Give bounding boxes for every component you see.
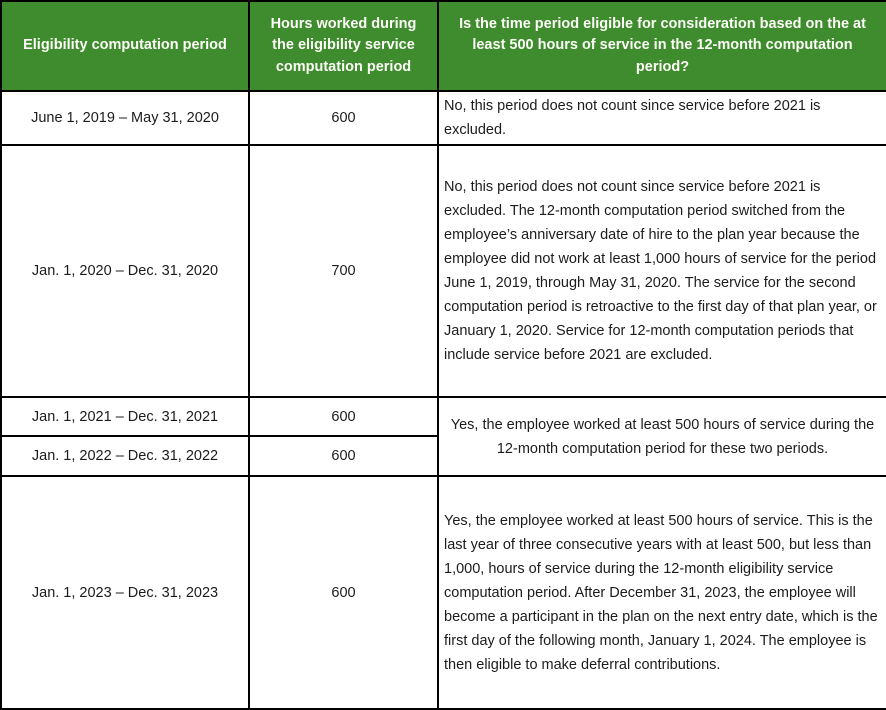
table-row	[1, 476, 886, 709]
answer-cell-2023: Yes, the employee worked at least 500 hours of service. This is the last year of three consecutive years with at least 500, but less than 1,000, hours of service during the 12-month eligibility service computation period. After December 31, 2023, the employee will become a participant in the plan on the next entry date, which is the first day of the following month, January 1, 2024. The employee is then eligible to make deferral contributions.	[438, 476, 886, 709]
table-row	[1, 145, 886, 397]
table-row	[1, 397, 886, 436]
table-header-row	[1, 1, 886, 91]
period-cell-2020: Jan. 1, 2020 – Dec. 31, 2020	[1, 145, 249, 397]
header-hours-worked: Hours worked during the eligibility service computation period	[249, 1, 438, 91]
answer-cell-2019-2020: No, this period does not count since service before 2021 is excluded.	[438, 91, 886, 145]
hours-cell-2023: 600	[249, 476, 438, 709]
table-row	[1, 91, 886, 145]
hours-cell-2021: 600	[249, 397, 438, 436]
hours-cell-2020: 700	[249, 145, 438, 397]
hours-cell-2022: 600	[249, 436, 438, 476]
period-cell-2022: Jan. 1, 2022 – Dec. 31, 2022	[1, 436, 249, 476]
answer-cell-2021-2022-merged: Yes, the employee worked at least 500 hours of service during the 12-month computation period for these two periods.	[438, 397, 886, 476]
period-cell-2021: Jan. 1, 2021 – Dec. 31, 2021	[1, 397, 249, 436]
period-cell-2019-2020: June 1, 2019 – May 31, 2020	[1, 91, 249, 145]
answer-cell-2020: No, this period does not count since service before 2021 is excluded. The 12-month computation period switched from the employee’s anniversary date of hire to the plan year because the employee did not work at least 1,000 hours of service for the period June 1, 2019, through May 31, 2020. The service for the second computation period is retroactive to the first day of that plan year, or January 1, 2020. Service for 12-month computation periods that include service before 2021 are excluded.	[438, 145, 886, 397]
hours-cell-2019-2020: 600	[249, 91, 438, 145]
header-eligibility-computation-period: Eligibility computation period	[1, 1, 249, 91]
period-cell-2023: Jan. 1, 2023 – Dec. 31, 2023	[1, 476, 249, 709]
header-eligible-question: Is the time period eligible for consideration based on the at least 500 hours of service in the 12-month computation period?	[438, 1, 886, 91]
